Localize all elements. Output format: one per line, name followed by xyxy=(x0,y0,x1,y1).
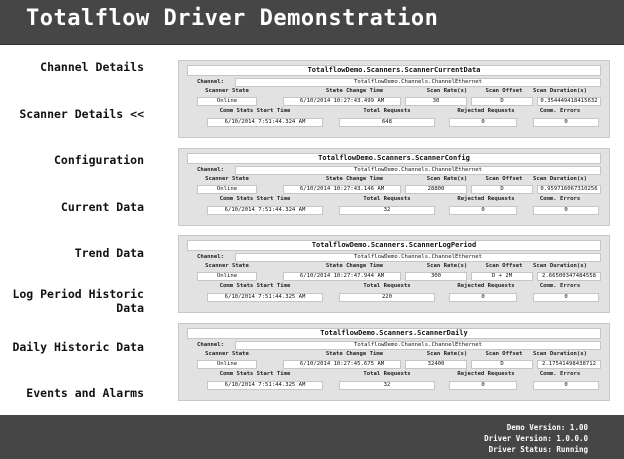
scan-offset-header: Scan Offset xyxy=(485,176,523,182)
scan-duration-header: Scan Duration(s) xyxy=(533,176,587,182)
scan-rate-header: Scan Rate(s) xyxy=(426,263,468,269)
comm-stats-start-time-value: 6/10/2014 7:51:44.325 AM xyxy=(207,293,323,302)
scan-rate-header: Scan Rate(s) xyxy=(426,176,468,182)
scan-offset-value: D xyxy=(471,185,533,194)
comm-errors-value: 0 xyxy=(533,293,599,302)
scan-duration-header: Scan Duration(s) xyxy=(533,351,587,357)
header-bar xyxy=(0,0,624,45)
channel-label: Channel: xyxy=(197,342,224,348)
nav-events-and-alarms[interactable]: Events and Alarms xyxy=(26,386,144,400)
nav-trend-data[interactable]: Trend Data xyxy=(74,246,144,260)
nav-log-period-historic-data[interactable]: Data xyxy=(116,301,144,315)
scan-offset-header: Scan Offset xyxy=(485,88,523,94)
state-change-time-header: State Change Time xyxy=(325,351,384,357)
channel-value: TotalflowDemo.Channels.ChannelEthernet xyxy=(235,78,601,87)
comm-stats-start-time-header: Comm Stats Start Time xyxy=(219,196,291,202)
rejected-requests-header: Rejected Requests xyxy=(457,283,515,289)
scanner-state-header: Scanner State xyxy=(205,263,249,269)
sidebar-nav xyxy=(0,44,170,414)
scanner-title: TotalflowDemo.Scanners.ScannerLogPeriod xyxy=(187,240,601,251)
scan-offset-header: Scan Offset xyxy=(485,263,523,269)
scan-offset-value: D xyxy=(471,97,533,106)
scanner-panel-log-period xyxy=(178,235,610,313)
scanner-panel-config xyxy=(178,148,610,226)
scan-rate-value: 30 xyxy=(405,97,467,106)
driver-status: Driver Status: Running xyxy=(488,445,588,454)
rejected-requests-header: Rejected Requests xyxy=(457,371,515,377)
comm-errors-header: Comm. Errors xyxy=(539,196,581,202)
comm-stats-start-time-header: Comm Stats Start Time xyxy=(219,371,291,377)
channel-value: TotalflowDemo.Channels.ChannelEthernet xyxy=(235,166,601,175)
scan-offset-value: D xyxy=(471,360,533,369)
rejected-requests-value: 0 xyxy=(449,381,517,390)
comm-stats-start-time-header: Comm Stats Start Time xyxy=(219,283,291,289)
scan-rate-value: 28800 xyxy=(405,185,467,194)
scanner-title: TotalflowDemo.Scanners.ScannerDaily xyxy=(187,328,601,339)
scanner-panel-daily xyxy=(178,323,610,401)
comm-errors-value: 0 xyxy=(533,118,599,127)
demo-version: Demo Version: 1.00 xyxy=(506,423,588,432)
total-requests-header: Total Requests xyxy=(363,108,411,114)
rejected-requests-value: 0 xyxy=(449,118,517,127)
scanner-title: TotalflowDemo.Scanners.ScannerCurrentData xyxy=(187,65,601,76)
state-change-time-value: 6/10/2014 10:27:47.944 AM xyxy=(283,272,401,281)
rejected-requests-header: Rejected Requests xyxy=(457,196,515,202)
scanner-state-value: Online xyxy=(197,97,257,106)
scanner-state-header: Scanner State xyxy=(205,176,249,182)
scan-offset-header: Scan Offset xyxy=(485,351,523,357)
total-requests-header: Total Requests xyxy=(363,371,411,377)
scan-rate-value: 300 xyxy=(405,272,467,281)
scanner-state-header: Scanner State xyxy=(205,88,249,94)
channel-value: TotalflowDemo.Channels.ChannelEthernet xyxy=(235,341,601,350)
nav-current-data[interactable]: Current Data xyxy=(60,200,144,214)
scan-duration-value: 2.17541498438712 xyxy=(537,360,601,369)
scan-duration-value: 2.66500347484558 xyxy=(537,272,601,281)
scanner-state-value: Online xyxy=(197,360,257,369)
total-requests-header: Total Requests xyxy=(363,196,411,202)
nav-channel-details[interactable]: Channel Details xyxy=(40,60,144,74)
comm-stats-start-time-value: 6/10/2014 7:51:44.324 AM xyxy=(207,118,323,127)
scanner-title: TotalflowDemo.Scanners.ScannerConfig xyxy=(187,153,601,164)
scanner-panel-current-data xyxy=(178,60,610,138)
comm-errors-header: Comm. Errors xyxy=(539,283,581,289)
total-requests-header: Total Requests xyxy=(363,283,411,289)
nav-configuration[interactable]: Configuration xyxy=(53,153,144,167)
state-change-time-value: 6/10/2014 10:27:43.499 AM xyxy=(283,97,401,106)
total-requests-value: 32 xyxy=(339,381,435,390)
comm-errors-header: Comm. Errors xyxy=(539,371,581,377)
channel-label: Channel: xyxy=(197,254,224,260)
comm-errors-value: 0 xyxy=(533,206,599,215)
state-change-time-value: 6/10/2014 10:27:45.675 AM xyxy=(283,360,401,369)
comm-errors-value: 0 xyxy=(533,381,599,390)
scan-rate-header: Scan Rate(s) xyxy=(426,88,468,94)
nav-scanner-details[interactable]: Scanner Details << xyxy=(19,107,144,121)
rejected-requests-value: 0 xyxy=(449,206,517,215)
scanner-state-header: Scanner State xyxy=(205,351,249,357)
channel-value: TotalflowDemo.Channels.ChannelEthernet xyxy=(235,253,601,262)
app-title: Totalflow Driver Demonstration xyxy=(26,6,439,31)
total-requests-value: 32 xyxy=(339,206,435,215)
scan-duration-header: Scan Duration(s) xyxy=(533,263,587,269)
scan-duration-header: Scan Duration(s) xyxy=(533,88,587,94)
state-change-time-header: State Change Time xyxy=(325,88,384,94)
nav-daily-historic-data[interactable]: Daily Historic Data xyxy=(12,340,144,354)
state-change-time-header: State Change Time xyxy=(325,176,384,182)
nav-log-period-historic[interactable]: Log Period Historic xyxy=(12,287,144,301)
channel-label: Channel: xyxy=(197,167,224,173)
total-requests-value: 220 xyxy=(339,293,435,302)
footer-bar xyxy=(0,415,624,459)
state-change-time-header: State Change Time xyxy=(325,263,384,269)
scanner-state-value: Online xyxy=(197,272,257,281)
rejected-requests-value: 0 xyxy=(449,293,517,302)
total-requests-value: 648 xyxy=(339,118,435,127)
scan-duration-value: 0.354449418415632 xyxy=(537,97,601,106)
comm-stats-start-time-value: 6/10/2014 7:51:44.324 AM xyxy=(207,206,323,215)
scan-rate-value: 32400 xyxy=(405,360,467,369)
scan-offset-value: D + 2M xyxy=(471,272,533,281)
state-change-time-value: 6/10/2014 10:27:43.146 AM xyxy=(283,185,401,194)
comm-stats-start-time-header: Comm Stats Start Time xyxy=(219,108,291,114)
scan-rate-header: Scan Rate(s) xyxy=(426,351,468,357)
channel-label: Channel: xyxy=(197,79,224,85)
comm-errors-header: Comm. Errors xyxy=(539,108,581,114)
comm-stats-start-time-value: 6/10/2014 7:51:44.325 AM xyxy=(207,381,323,390)
driver-version: Driver Version: 1.0.0.0 xyxy=(484,434,588,443)
scanner-state-value: Online xyxy=(197,185,257,194)
rejected-requests-header: Rejected Requests xyxy=(457,108,515,114)
scan-duration-value: 0.959716067310256 xyxy=(537,185,601,194)
